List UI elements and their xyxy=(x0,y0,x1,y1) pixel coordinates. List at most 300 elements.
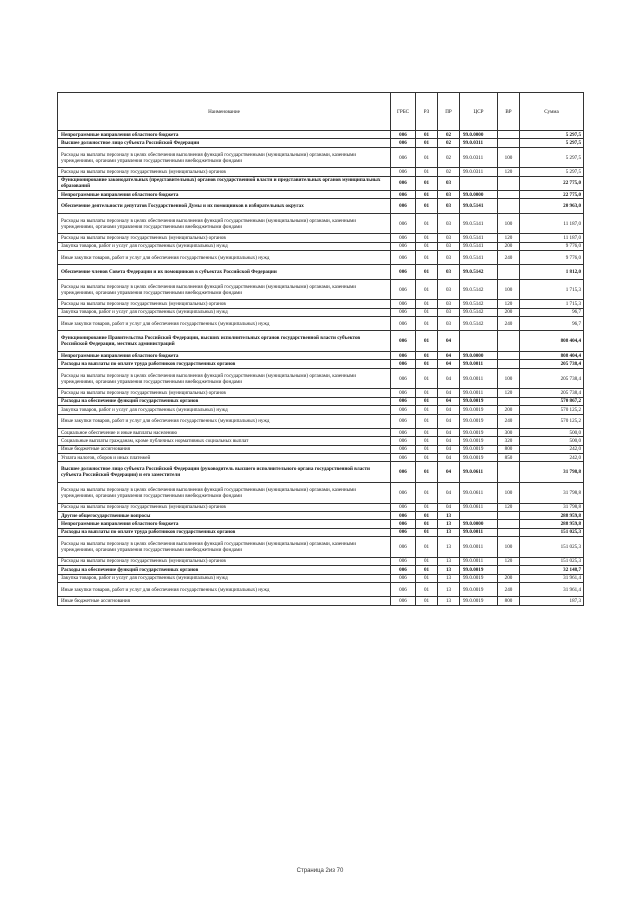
cell-grbs: 006 xyxy=(391,279,416,300)
cell-grbs: 006 xyxy=(391,265,416,279)
cell-name: Закупка товаров, работ и услуг для государственных (муниципальных) нужд xyxy=(58,574,391,582)
cell-vr xyxy=(498,131,520,139)
cell-rz: 01 xyxy=(416,331,438,352)
table-row xyxy=(58,308,584,316)
cell-vr: 320 xyxy=(498,437,520,445)
cell-name: Расходы на выплаты персоналу государственных (муниципальных) органов xyxy=(58,300,391,308)
table-row xyxy=(58,234,584,242)
cell-rz: 01 xyxy=(416,503,438,511)
cell-grbs: 006 xyxy=(391,331,416,352)
cell-rz: 01 xyxy=(416,597,438,605)
cell-pr: 04 xyxy=(438,406,460,414)
cell-name: Закупка товаров, работ и услуг для государственных (муниципальных) нужд xyxy=(58,406,391,414)
cell-sum: 242,0 xyxy=(520,445,584,453)
cell-pr: 03 xyxy=(438,191,460,199)
cell-vr: 240 xyxy=(498,251,520,265)
budget-table xyxy=(57,92,584,606)
cell-csr: 99.0.5141 xyxy=(460,234,498,242)
cell-sum: 96,7 xyxy=(520,308,584,316)
cell-csr: 99.0.0611 xyxy=(460,462,498,483)
cell-rz: 01 xyxy=(416,368,438,389)
cell-rz: 01 xyxy=(416,234,438,242)
cell-grbs: 006 xyxy=(391,597,416,605)
cell-sum: 1 812,0 xyxy=(520,265,584,279)
table-row xyxy=(58,454,584,462)
table-row xyxy=(58,317,584,331)
cell-vr: 100 xyxy=(498,213,520,234)
cell-vr: 100 xyxy=(498,482,520,503)
cell-grbs: 006 xyxy=(391,191,416,199)
cell-rz: 01 xyxy=(416,251,438,265)
cell-name: Расходы на выплаты персоналу в целях обеспечения выполнения функций государственными (муниципальными) органами, казенными учреждениями, органами управления государственными внебюджетными фондами xyxy=(58,213,391,234)
cell-rz: 01 xyxy=(416,176,438,190)
cell-csr: 99.0.0311 xyxy=(460,139,498,147)
cell-rz: 01 xyxy=(416,199,438,213)
page-number: Страница 2из 70 xyxy=(296,868,344,874)
cell-rz: 01 xyxy=(416,462,438,483)
cell-pr: 02 xyxy=(438,131,460,139)
cell-rz: 01 xyxy=(416,437,438,445)
table-row xyxy=(58,131,584,139)
cell-csr: 99.0.5142 xyxy=(460,308,498,316)
cell-name: Расходы на выплаты по оплате труда работников государственных органов xyxy=(58,360,391,368)
cell-sum: 808 404,4 xyxy=(520,351,584,359)
cell-csr: 99.0.0011 xyxy=(460,557,498,565)
cell-pr: 02 xyxy=(438,139,460,147)
cell-grbs: 006 xyxy=(391,445,416,453)
cell-pr: 03 xyxy=(438,234,460,242)
cell-vr xyxy=(498,351,520,359)
cell-grbs: 006 xyxy=(391,242,416,250)
cell-rz: 01 xyxy=(416,482,438,503)
cell-grbs: 006 xyxy=(391,139,416,147)
cell-pr: 04 xyxy=(438,503,460,511)
cell-rz: 01 xyxy=(416,131,438,139)
cell-vr: 240 xyxy=(498,582,520,596)
cell-vr xyxy=(498,176,520,190)
cell-pr: 04 xyxy=(438,482,460,503)
table-row xyxy=(58,389,584,397)
cell-csr: 99.0.0019 xyxy=(460,428,498,436)
cell-sum: 31 961,4 xyxy=(520,582,584,596)
cell-rz: 01 xyxy=(416,428,438,436)
table-row xyxy=(58,265,584,279)
cell-pr: 04 xyxy=(438,462,460,483)
table-row xyxy=(58,574,584,582)
cell-name: Расходы на выплаты персоналу государственных (муниципальных) органов xyxy=(58,389,391,397)
cell-vr: 300 xyxy=(498,428,520,436)
table-row xyxy=(58,414,584,428)
cell-sum: 570 125,2 xyxy=(520,406,584,414)
cell-pr: 04 xyxy=(438,351,460,359)
cell-pr: 04 xyxy=(438,368,460,389)
cell-grbs: 006 xyxy=(391,520,416,528)
cell-vr: 120 xyxy=(498,389,520,397)
cell-csr: 99.0.0000 xyxy=(460,191,498,199)
cell-name: Иные бюджетные ассигнования xyxy=(58,445,391,453)
cell-name: Расходы на обеспечение функций государственных органов xyxy=(58,566,391,574)
cell-sum: 205 738,4 xyxy=(520,389,584,397)
cell-name: Расходы на выплаты по оплате труда работников государственных органов xyxy=(58,528,391,536)
header-csr: ЦСР xyxy=(460,93,498,131)
cell-rz: 01 xyxy=(416,537,438,558)
table-row xyxy=(58,199,584,213)
cell-sum: 1 715,3 xyxy=(520,300,584,308)
cell-name: Высшее должностное лицо субъекта Российской Федерации (руководитель высшего исполнительного органа государственной власти субъекта Российской Федерации) и его заместители xyxy=(58,462,391,483)
cell-rz: 01 xyxy=(416,242,438,250)
table-row xyxy=(58,213,584,234)
cell-vr xyxy=(498,360,520,368)
table-row xyxy=(58,351,584,359)
cell-rz: 01 xyxy=(416,351,438,359)
cell-rz: 01 xyxy=(416,213,438,234)
cell-name: Расходы на выплаты персоналу в целях обеспечения выполнения функций государственными (муниципальными) органами, казенными учреждениями, органами управления государственными внебюджетными фондами xyxy=(58,368,391,389)
cell-grbs: 006 xyxy=(391,462,416,483)
cell-vr: 850 xyxy=(498,454,520,462)
cell-pr: 02 xyxy=(438,168,460,176)
cell-pr: 04 xyxy=(438,389,460,397)
header-rz: РЗ xyxy=(416,93,438,131)
cell-name: Расходы на выплаты персоналу государственных (муниципальных) органов xyxy=(58,168,391,176)
cell-sum: 570 125,2 xyxy=(520,414,584,428)
cell-csr xyxy=(460,331,498,352)
cell-pr: 04 xyxy=(438,454,460,462)
table-row xyxy=(58,368,584,389)
cell-name: Иные закупки товаров, работ и услуг для обеспечения государственных (муниципальных) нужд xyxy=(58,317,391,331)
cell-sum: 11 187,0 xyxy=(520,234,584,242)
cell-csr: 99.0.5141 xyxy=(460,251,498,265)
cell-sum: 31 798,8 xyxy=(520,482,584,503)
cell-sum: 151 025,3 xyxy=(520,557,584,565)
cell-name: Расходы на выплаты персоналу государственных (муниципальных) органов xyxy=(58,503,391,511)
cell-rz: 01 xyxy=(416,360,438,368)
cell-sum: 96,7 xyxy=(520,317,584,331)
cell-name: Функционирование Правительства Российской Федерации, высших исполнительных органов государственной власти субъектов Российской Федерации, местных администраций xyxy=(58,331,391,352)
cell-rz: 01 xyxy=(416,147,438,168)
cell-grbs: 006 xyxy=(391,437,416,445)
cell-sum: 808 404,4 xyxy=(520,331,584,352)
table-row xyxy=(58,557,584,565)
cell-rz: 01 xyxy=(416,139,438,147)
cell-csr: 99.0.0019 xyxy=(460,597,498,605)
cell-name: Иные закупки товаров, работ и услуг для обеспечения государственных (муниципальных) нужд xyxy=(58,251,391,265)
cell-grbs: 006 xyxy=(391,406,416,414)
cell-name: Обеспечение членов Совета Федерации и их помощников в субъектах Российской Федерации xyxy=(58,265,391,279)
cell-csr: 99.0.0311 xyxy=(460,168,498,176)
cell-name: Иные закупки товаров, работ и услуг для обеспечения государственных (муниципальных) нужд xyxy=(58,414,391,428)
cell-vr: 120 xyxy=(498,168,520,176)
cell-rz: 01 xyxy=(416,557,438,565)
cell-pr: 03 xyxy=(438,317,460,331)
cell-grbs: 006 xyxy=(391,428,416,436)
cell-sum: 31 798,8 xyxy=(520,503,584,511)
cell-pr: 04 xyxy=(438,397,460,405)
cell-rz: 01 xyxy=(416,279,438,300)
cell-sum: 9 776,0 xyxy=(520,242,584,250)
cell-csr: 99.0.5141 xyxy=(460,213,498,234)
cell-grbs: 006 xyxy=(391,397,416,405)
cell-sum: 5 297,5 xyxy=(520,168,584,176)
cell-rz: 01 xyxy=(416,566,438,574)
table-row xyxy=(58,597,584,605)
cell-pr: 03 xyxy=(438,308,460,316)
cell-rz: 01 xyxy=(416,445,438,453)
cell-csr: 99.0.5141 xyxy=(460,242,498,250)
cell-name: Расходы на выплаты персоналу в целях обеспечения выполнения функций государственными (муниципальными) органами, казенными учреждениями, органами управления государственными внебюджетными фондами xyxy=(58,482,391,503)
table-row xyxy=(58,482,584,503)
cell-pr: 13 xyxy=(438,537,460,558)
cell-sum: 5 297,5 xyxy=(520,147,584,168)
cell-name: Социальное обеспечение и иные выплаты населению xyxy=(58,428,391,436)
table-row xyxy=(58,520,584,528)
header-vr: ВР xyxy=(498,93,520,131)
cell-vr xyxy=(498,528,520,536)
cell-name: Закупка товаров, работ и услуг для государственных (муниципальных) нужд xyxy=(58,308,391,316)
cell-rz: 01 xyxy=(416,397,438,405)
table-row xyxy=(58,406,584,414)
cell-grbs: 006 xyxy=(391,317,416,331)
cell-vr: 800 xyxy=(498,445,520,453)
table-row xyxy=(58,176,584,190)
table-row xyxy=(58,437,584,445)
table-header-row xyxy=(58,93,584,131)
table-row xyxy=(58,300,584,308)
cell-csr: 99.0.0011 xyxy=(460,537,498,558)
cell-sum: 500,0 xyxy=(520,428,584,436)
cell-sum: 22 775,0 xyxy=(520,176,584,190)
table-row xyxy=(58,242,584,250)
cell-pr: 03 xyxy=(438,199,460,213)
cell-grbs: 006 xyxy=(391,300,416,308)
cell-name: Расходы на обеспечение функций государственных органов xyxy=(58,397,391,405)
cell-pr: 13 xyxy=(438,574,460,582)
cell-name: Расходы на выплаты персоналу в целях обеспечения выполнения функций государственными (муниципальными) органами, казенными учреждениями, органами управления государственными внебюджетными фондами xyxy=(58,279,391,300)
cell-vr: 200 xyxy=(498,574,520,582)
cell-csr: 99.0.0000 xyxy=(460,520,498,528)
cell-sum: 288 959,8 xyxy=(520,520,584,528)
cell-grbs: 006 xyxy=(391,389,416,397)
cell-csr xyxy=(460,511,498,519)
cell-rz: 01 xyxy=(416,520,438,528)
header-grbs: ГРБС xyxy=(391,93,416,131)
cell-sum: 570 867,2 xyxy=(520,397,584,405)
table-row xyxy=(58,360,584,368)
cell-vr: 200 xyxy=(498,242,520,250)
cell-grbs: 006 xyxy=(391,511,416,519)
cell-grbs: 006 xyxy=(391,566,416,574)
cell-csr: 99.0.5142 xyxy=(460,265,498,279)
cell-grbs: 006 xyxy=(391,482,416,503)
cell-sum: 205 738,4 xyxy=(520,360,584,368)
cell-rz: 01 xyxy=(416,454,438,462)
cell-sum: 32 148,7 xyxy=(520,566,584,574)
table-row xyxy=(58,511,584,519)
cell-vr xyxy=(498,265,520,279)
cell-grbs: 006 xyxy=(391,168,416,176)
table-row xyxy=(58,582,584,596)
cell-name: Высшее должностное лицо субъекта Российской Федерации xyxy=(58,139,391,147)
cell-csr: 99.0.0311 xyxy=(460,147,498,168)
cell-csr: 99.0.0000 xyxy=(460,351,498,359)
cell-sum: 242,0 xyxy=(520,454,584,462)
cell-csr: 99.0.0019 xyxy=(460,406,498,414)
cell-grbs: 006 xyxy=(391,147,416,168)
cell-rz: 01 xyxy=(416,317,438,331)
cell-csr: 99.0.0011 xyxy=(460,368,498,389)
cell-vr: 120 xyxy=(498,503,520,511)
table-row xyxy=(58,147,584,168)
cell-vr: 120 xyxy=(498,557,520,565)
cell-sum: 20 963,0 xyxy=(520,199,584,213)
table-row xyxy=(58,537,584,558)
cell-csr: 99.0.5141 xyxy=(460,199,498,213)
cell-pr: 13 xyxy=(438,511,460,519)
cell-pr: 03 xyxy=(438,279,460,300)
header-name: Наименование xyxy=(58,93,391,131)
cell-sum: 5 297,5 xyxy=(520,131,584,139)
cell-rz: 01 xyxy=(416,265,438,279)
cell-grbs: 006 xyxy=(391,454,416,462)
cell-pr: 13 xyxy=(438,557,460,565)
cell-grbs: 006 xyxy=(391,557,416,565)
cell-rz: 01 xyxy=(416,300,438,308)
cell-name: Непрограммные направления областного бюджета xyxy=(58,351,391,359)
cell-csr: 99.0.0000 xyxy=(460,131,498,139)
cell-name: Расходы на выплаты персоналу государственных (муниципальных) органов xyxy=(58,234,391,242)
cell-rz: 01 xyxy=(416,511,438,519)
cell-name: Обеспечение деятельности депутатов Государственной Думы и их помощников в избирательных округах xyxy=(58,199,391,213)
cell-grbs: 006 xyxy=(391,360,416,368)
cell-name: Расходы на выплаты персоналу в целях обеспечения выполнения функций государственными (муниципальными) органами, казенными учреждениями, органами управления государственными внебюджетными фондами xyxy=(58,147,391,168)
cell-pr: 13 xyxy=(438,520,460,528)
cell-grbs: 006 xyxy=(391,351,416,359)
cell-vr xyxy=(498,331,520,352)
cell-rz: 01 xyxy=(416,168,438,176)
cell-vr xyxy=(498,511,520,519)
cell-pr: 04 xyxy=(438,331,460,352)
cell-grbs: 006 xyxy=(391,213,416,234)
cell-sum: 500,0 xyxy=(520,437,584,445)
cell-grbs: 006 xyxy=(391,574,416,582)
cell-csr: 99.0.0019 xyxy=(460,437,498,445)
cell-sum: 288 959,8 xyxy=(520,511,584,519)
cell-sum: 151 025,3 xyxy=(520,528,584,536)
table-row xyxy=(58,566,584,574)
cell-csr: 99.0.0011 xyxy=(460,360,498,368)
table-row xyxy=(58,445,584,453)
cell-csr: 99.0.0611 xyxy=(460,482,498,503)
cell-vr xyxy=(498,520,520,528)
cell-pr: 03 xyxy=(438,176,460,190)
cell-csr: 99.0.0019 xyxy=(460,574,498,582)
cell-pr: 03 xyxy=(438,300,460,308)
cell-grbs: 006 xyxy=(391,368,416,389)
cell-sum: 31 798,8 xyxy=(520,462,584,483)
cell-name: Социальные выплаты гражданам, кроме публичных нормативных социальных выплат xyxy=(58,437,391,445)
cell-name: Непрограммные направления областного бюджета xyxy=(58,520,391,528)
table-row xyxy=(58,528,584,536)
table-body xyxy=(58,131,584,606)
table-row xyxy=(58,168,584,176)
table-row xyxy=(58,279,584,300)
cell-pr: 13 xyxy=(438,582,460,596)
table-row xyxy=(58,191,584,199)
cell-csr: 99.0.5142 xyxy=(460,317,498,331)
cell-vr xyxy=(498,191,520,199)
cell-pr: 04 xyxy=(438,428,460,436)
cell-rz: 01 xyxy=(416,414,438,428)
cell-csr: 99.0.0019 xyxy=(460,566,498,574)
cell-pr: 03 xyxy=(438,213,460,234)
cell-vr: 120 xyxy=(498,234,520,242)
cell-pr: 02 xyxy=(438,147,460,168)
cell-name: Функционирование законодательных (представительных) органов государственной власти и представительных органов муниципальных образований xyxy=(58,176,391,190)
cell-vr: 200 xyxy=(498,406,520,414)
cell-vr: 100 xyxy=(498,147,520,168)
cell-name: Другие общегосударственные вопросы xyxy=(58,511,391,519)
cell-name: Непрограммные направления областного бюджета xyxy=(58,191,391,199)
cell-pr: 04 xyxy=(438,437,460,445)
cell-rz: 01 xyxy=(416,574,438,582)
cell-csr: 99.0.5142 xyxy=(460,279,498,300)
cell-pr: 03 xyxy=(438,265,460,279)
cell-vr xyxy=(498,566,520,574)
cell-sum: 11 187,0 xyxy=(520,213,584,234)
cell-pr: 04 xyxy=(438,360,460,368)
cell-vr xyxy=(498,139,520,147)
cell-grbs: 006 xyxy=(391,251,416,265)
cell-rz: 01 xyxy=(416,528,438,536)
table-row xyxy=(58,428,584,436)
table-row xyxy=(58,139,584,147)
cell-name: Расходы на выплаты персоналу в целях обеспечения выполнения функций государственными (муниципальными) органами, казенными учреждениями, органами управления государственными внебюджетными фондами xyxy=(58,537,391,558)
cell-sum: 187,3 xyxy=(520,597,584,605)
cell-vr: 240 xyxy=(498,414,520,428)
cell-csr: 99.0.0019 xyxy=(460,445,498,453)
cell-vr: 800 xyxy=(498,597,520,605)
cell-name: Иные бюджетные ассигнования xyxy=(58,597,391,605)
cell-name: Расходы на выплаты персоналу государственных (муниципальных) органов xyxy=(58,557,391,565)
cell-vr: 240 xyxy=(498,317,520,331)
cell-grbs: 006 xyxy=(391,414,416,428)
cell-grbs: 006 xyxy=(391,582,416,596)
cell-vr xyxy=(498,397,520,405)
cell-grbs: 006 xyxy=(391,528,416,536)
table-row xyxy=(58,397,584,405)
header-sum: Сумма xyxy=(520,93,584,131)
cell-csr: 99.0.0011 xyxy=(460,389,498,397)
cell-vr xyxy=(498,462,520,483)
cell-grbs: 006 xyxy=(391,234,416,242)
cell-csr: 99.0.0011 xyxy=(460,528,498,536)
cell-pr: 13 xyxy=(438,597,460,605)
cell-pr: 03 xyxy=(438,242,460,250)
table-row xyxy=(58,331,584,352)
cell-name: Иные закупки товаров, работ и услуг для обеспечения государственных (муниципальных) нужд xyxy=(58,582,391,596)
cell-pr: 04 xyxy=(438,445,460,453)
cell-sum: 1 715,3 xyxy=(520,279,584,300)
cell-name: Уплата налогов, сборов и иных платежей xyxy=(58,454,391,462)
table-row xyxy=(58,462,584,483)
cell-csr: 99.0.0019 xyxy=(460,414,498,428)
cell-csr: 99.0.5142 xyxy=(460,300,498,308)
cell-grbs: 006 xyxy=(391,308,416,316)
cell-vr: 120 xyxy=(498,300,520,308)
cell-rz: 01 xyxy=(416,308,438,316)
cell-grbs: 006 xyxy=(391,537,416,558)
cell-rz: 01 xyxy=(416,582,438,596)
header-pr: ПР xyxy=(438,93,460,131)
